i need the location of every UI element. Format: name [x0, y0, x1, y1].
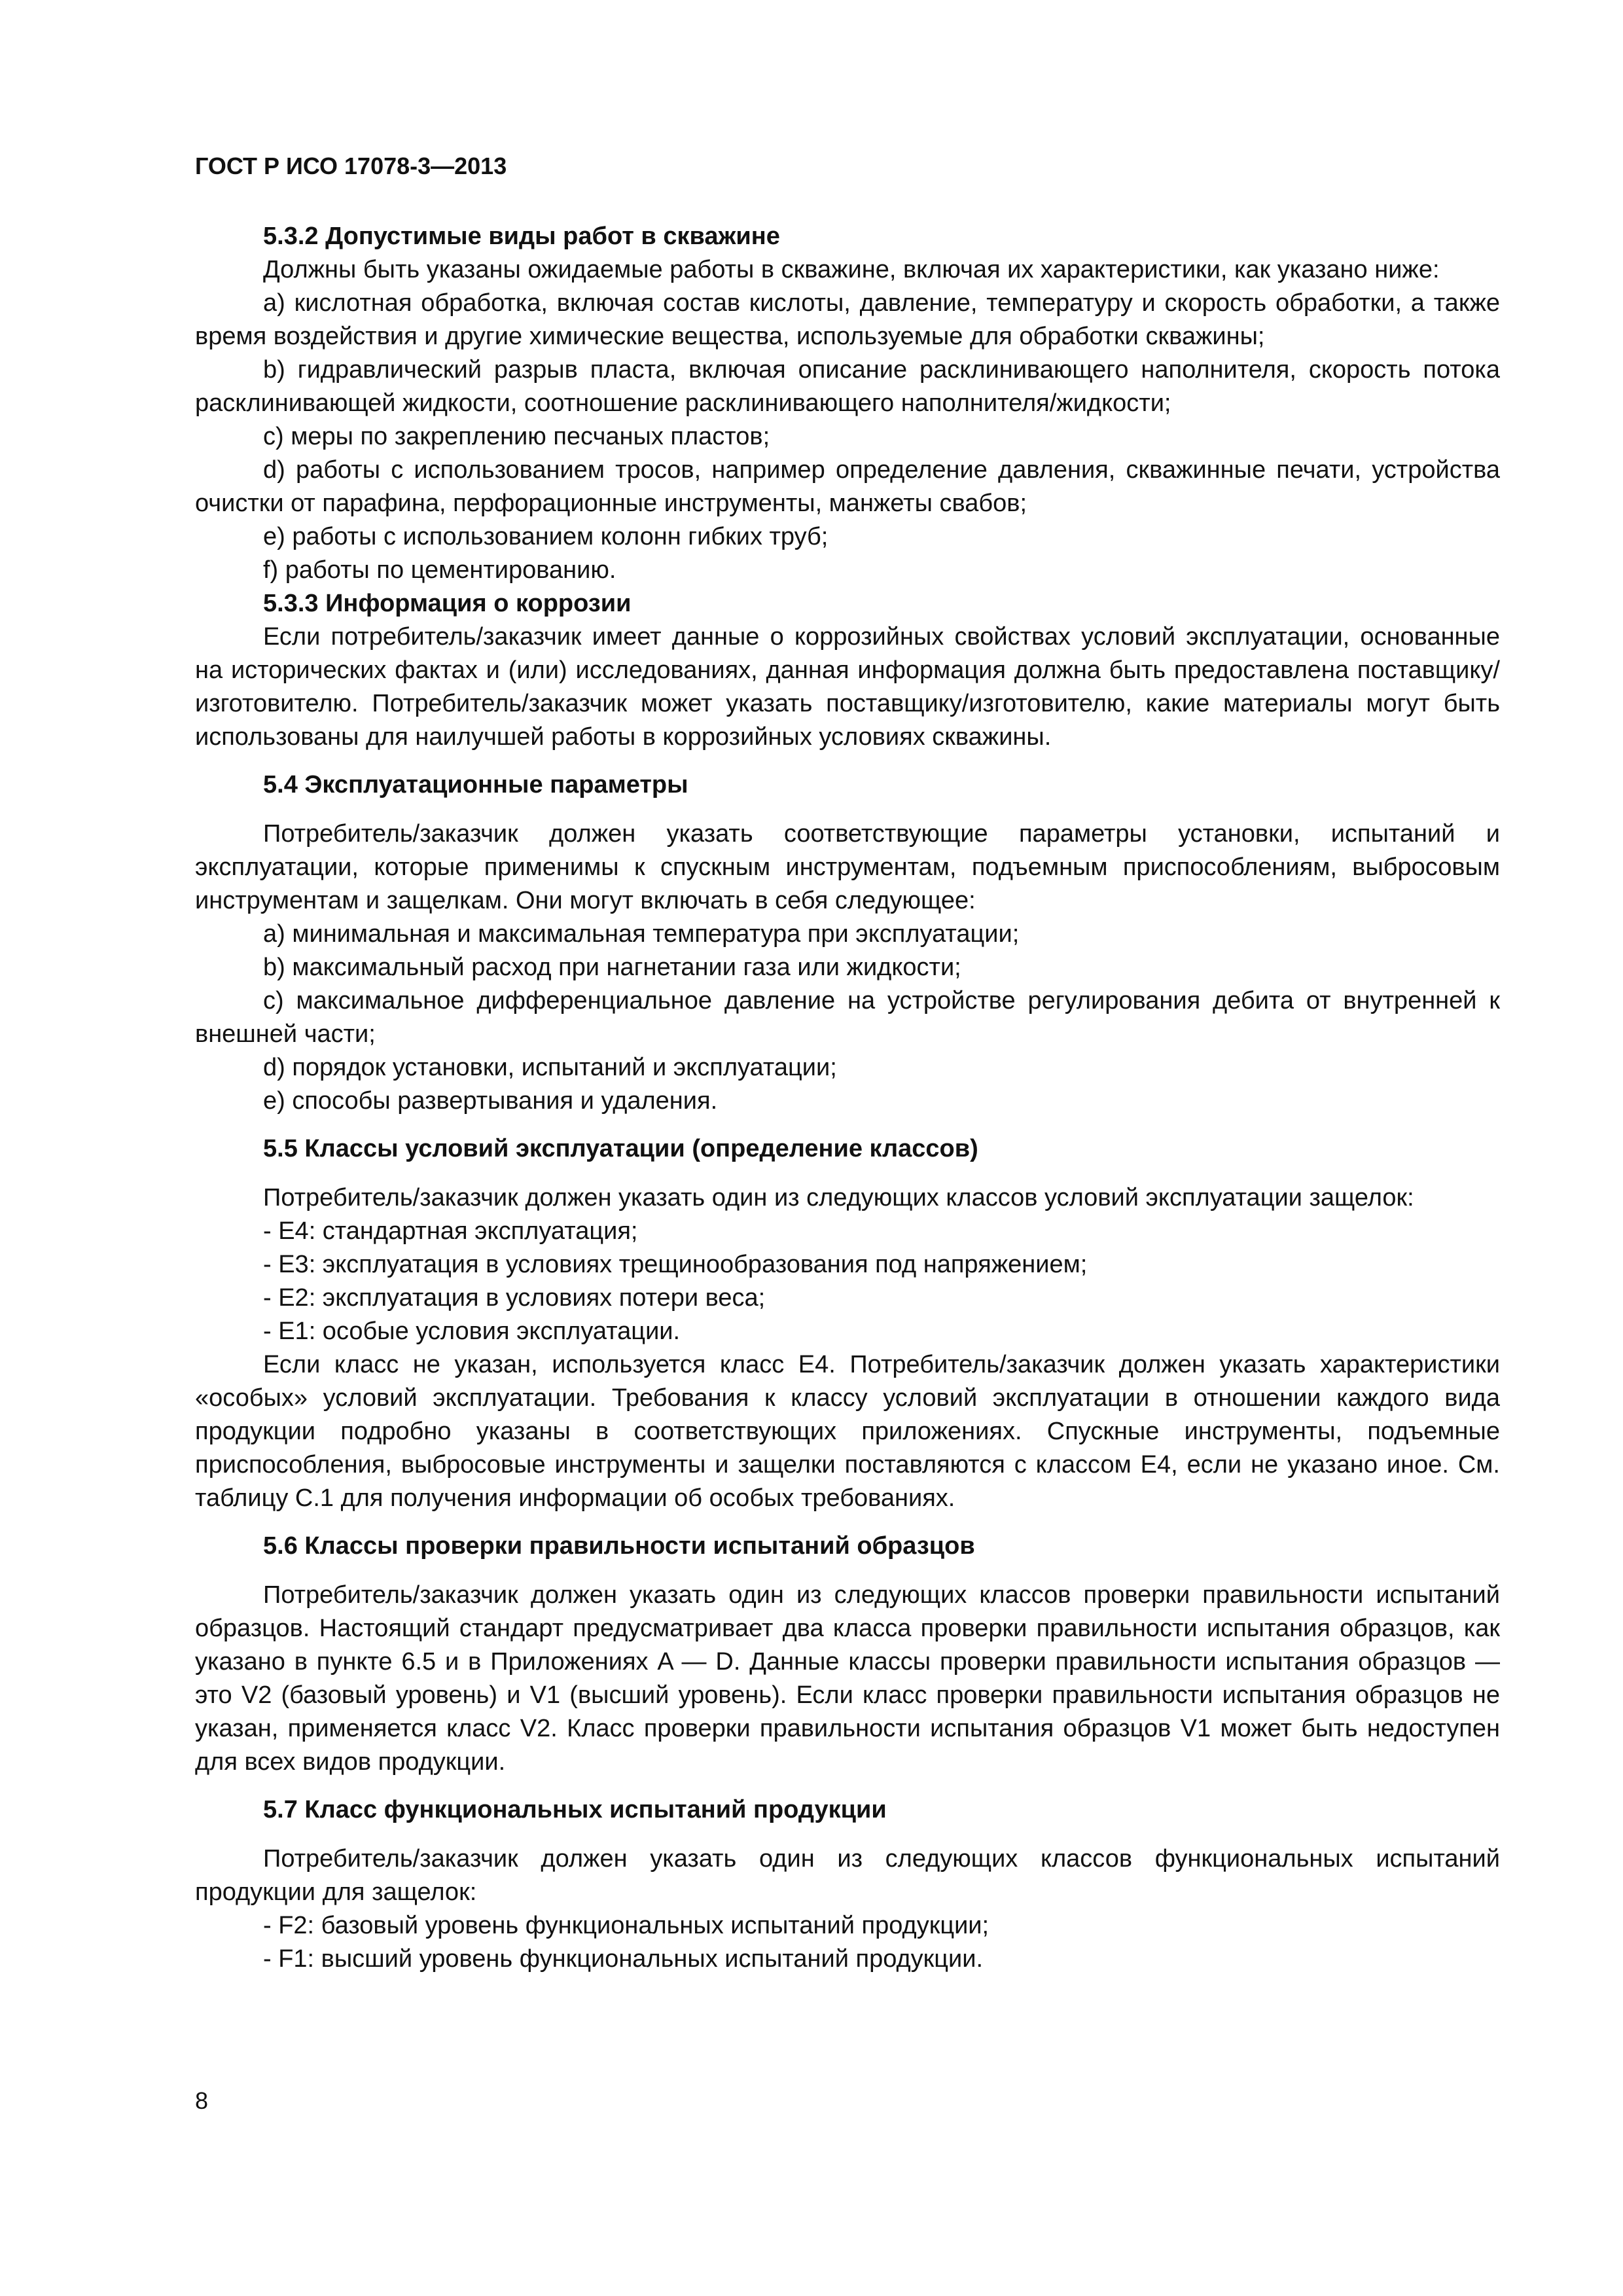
section-heading-5-4: 5.4 Эксплуатационные параметры	[263, 771, 688, 798]
document-body	[195, 220, 1500, 1976]
list-item: f) работы по цементированию.	[263, 556, 616, 584]
list-item: e) работы с использованием колонн гибких труб;	[263, 523, 829, 550]
list-item: a) кислотная обработка, включая состав кислоты, давление, температуру и скорость обработки, а также время воздействия и другие химические вещества, используемые для обработки скважины;	[195, 289, 1500, 350]
list-item: - E1: особые условия эксплуатации.	[263, 1318, 681, 1345]
section-heading-5-3-3: 5.3.3 Информация о коррозии	[263, 590, 632, 617]
paragraph: Должны быть указаны ожидаемые работы в скважине, включая их характеристики, как указано ниже:	[263, 256, 1440, 283]
section-heading-5-5: 5.5 Классы условий эксплуатации (определение классов)	[263, 1135, 978, 1162]
list-item: a) минимальная и максимальная температура при эксплуатации;	[263, 920, 1020, 948]
list-item: d) работы с использованием тросов, например определение давления, скважинные печати, устройства очистки от парафина, перфорационные инструменты, манжеты свабов;	[195, 456, 1500, 517]
paragraph: Если класс не указан, используется класс E4. Потребитель/заказчик должен указать характеристики «особых» условий эксплуатации. Требования к классу условий эксплуатации в отношении каждого вида продукции подробно указаны в соответствующих приложениях. Спускные инструменты, подъемные приспособления, выбросовые инструменты и защелки поставляются с классом E4, если не указано иное. См. таблицу C.1 для получения информации об особых требованиях.	[195, 1351, 1500, 1512]
document-header: ГОСТ Р ИСО 17078-3—2013	[195, 152, 507, 179]
list-item: d) порядок установки, испытаний и эксплуатации;	[263, 1054, 837, 1081]
list-item: - F1: высший уровень функциональных испытаний продукции.	[263, 1945, 984, 1973]
paragraph: Потребитель/заказчик должен указать соответствующие параметры установки, испытаний и эксплуатации, которые применимы к спускным инструментам, подъемным приспособлениям, выбросовым инструментам и защелкам. Они могут включать в себя следующее:	[195, 820, 1500, 914]
list-item: - E2: эксплуатация в условиях потери веса;	[263, 1284, 766, 1312]
list-item: b) максимальный расход при нагнетании газа или жидкости;	[263, 954, 961, 981]
paragraph: Потребитель/заказчик должен указать один из следующих классов условий эксплуатации защелок:	[263, 1184, 1414, 1211]
paragraph: Потребитель/заказчик должен указать один из следующих классов проверки правильности испытаний образцов. Настоящий стандарт предусматривает два класса проверки правильности испытания образцов, как указано в пункте 6.5 и в Приложениях A — D. Данные классы проверки правильности испытания образцов — это V2 (базовый уровень) и V1 (высший уровень). Если класс проверки правильности испытания образцов не указан, применяется класс V2. Класс проверки правильности испытания образцов V1 может быть недоступен для всех видов продукции.	[195, 1581, 1500, 1776]
paragraph: Если потребитель/заказчик имеет данные о коррозийных свойствах условий эксплуатации, основанные на исторических фактах и (или) исследованиях, данная информация должна быть предоставлена поставщику/изготовителю. Потребитель/заказчик может указать поставщику/изготовителю, какие материалы могут быть использованы для наилучшей работы в коррозийных условиях скважины.	[195, 623, 1500, 751]
section-heading-5-3-2: 5.3.2 Допустимые виды работ в скважине	[263, 223, 780, 250]
paragraph: Потребитель/заказчик должен указать один из следующих классов функциональных испытаний продукции для защелок:	[195, 1845, 1500, 1906]
list-item: c) меры по закреплению песчаных пластов;	[263, 423, 770, 450]
list-item: - E3: эксплуатация в условиях трещинообразования под напряжением;	[263, 1251, 1088, 1278]
list-item: - E4: стандартная эксплуатация;	[263, 1217, 638, 1245]
list-item: b) гидравлический разрыв пласта, включая описание расклинивающего наполнителя, скорость потока расклинивающей жидкости, соотношение расклинивающего наполнителя/жидкости;	[195, 356, 1500, 417]
list-item: e) способы развертывания и удаления.	[263, 1087, 718, 1115]
page-number: 8	[195, 2087, 209, 2114]
section-heading-5-7: 5.7 Класс функциональных испытаний продукции	[263, 1796, 887, 1823]
section-heading-5-6: 5.6 Классы проверки правильности испытаний образцов	[263, 1532, 975, 1560]
list-item: - F2: базовый уровень функциональных испытаний продукции;	[263, 1912, 990, 1939]
list-item: c) максимальное дифференциальное давление на устройстве регулирования дебита от внутренней к внешней части;	[195, 987, 1500, 1048]
